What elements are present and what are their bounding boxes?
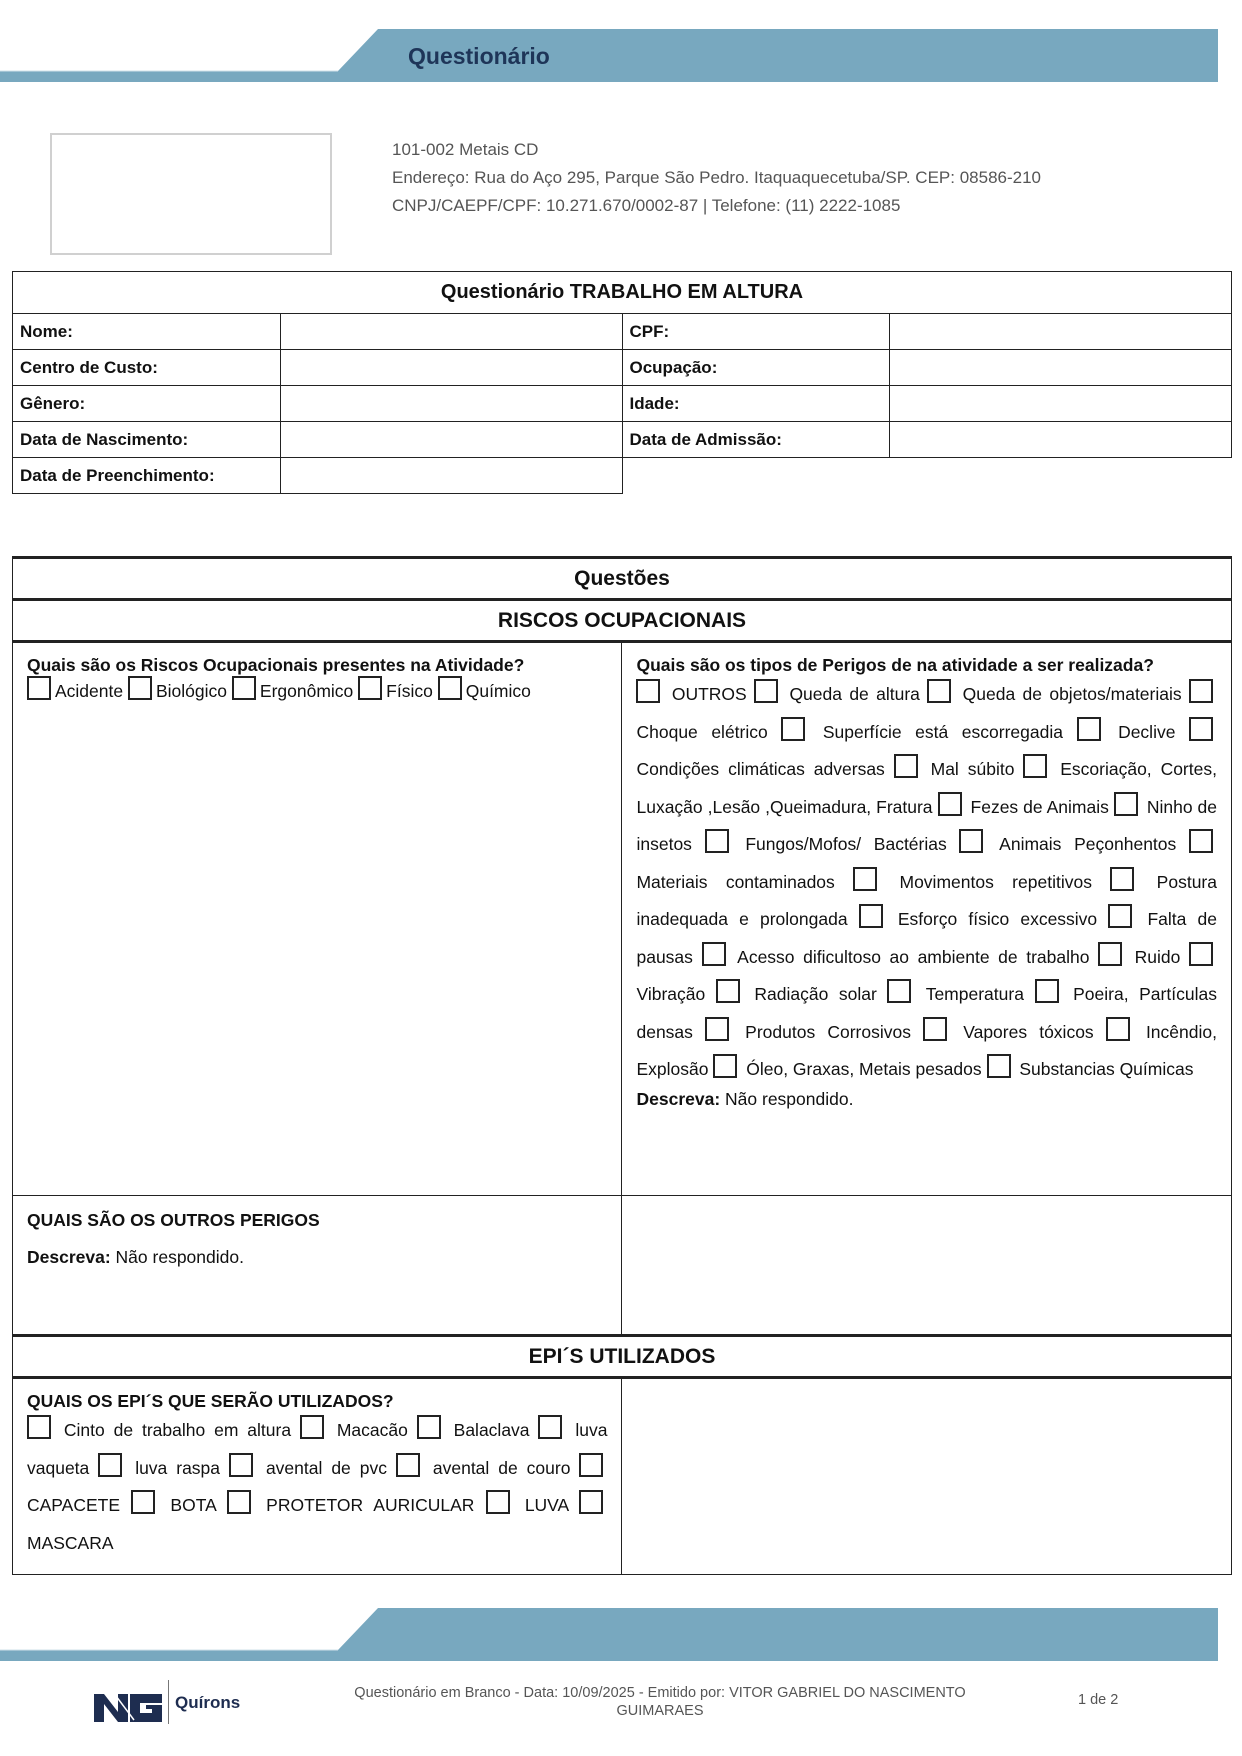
epi-option[interactable] (396, 1458, 571, 1478)
question-perigos (622, 642, 1232, 1196)
option-acidente[interactable]: Acidente (27, 681, 123, 701)
option-label: avental de couro (432, 1457, 571, 1478)
epi-option[interactable] (227, 1495, 474, 1515)
ocupacao-label: Ocupação: (622, 350, 890, 386)
checkbox-icon[interactable] (538, 1415, 562, 1439)
checkbox-icon[interactable] (396, 1453, 420, 1477)
outros-describe-value: Não respondido. (115, 1247, 244, 1267)
option-label: Balaclava (453, 1420, 530, 1440)
checkbox-icon[interactable] (1189, 829, 1213, 853)
option-label: LUVA (524, 1495, 569, 1515)
company-name: 101-002 Metais CD (392, 140, 539, 159)
option-biologico[interactable]: Biológico (128, 681, 227, 701)
checkbox-icon[interactable] (716, 979, 740, 1003)
genero-field[interactable] (280, 386, 622, 422)
idade-label: Idade: (622, 386, 890, 422)
checkbox-icon[interactable] (959, 829, 983, 853)
option-label: Falta de pausas (636, 909, 1217, 967)
question-epis (13, 1378, 622, 1575)
option-label: Postura inadequada e prolongada (636, 871, 1217, 929)
checkbox-icon[interactable] (713, 1054, 737, 1078)
checkbox-icon[interactable] (227, 1490, 251, 1514)
checkbox-icon[interactable] (229, 1453, 253, 1477)
empty-cell (622, 458, 1232, 494)
option-label: Escoriação, Cortes, Luxação ,Lesão ,Queimadura, Fratura (636, 759, 1217, 817)
data-preenchimento-label: Data de Preenchimento: (13, 458, 281, 494)
checkbox-icon[interactable] (923, 1017, 947, 1041)
perigo-option[interactable] (705, 1022, 911, 1042)
epi-option[interactable] (229, 1458, 387, 1478)
outros-describe: Descreva: Não respondido. (27, 1247, 244, 1267)
option-label: luva raspa (135, 1457, 221, 1478)
perigo-option[interactable] (713, 1059, 981, 1079)
data-preenchimento-field[interactable] (280, 458, 622, 494)
company-logo-placeholder (50, 133, 332, 255)
checkbox-icon[interactable] (702, 942, 726, 966)
option-quimico[interactable]: Químico (438, 681, 531, 701)
checkbox-icon[interactable] (1108, 904, 1132, 928)
perigo-option[interactable] (923, 1022, 1094, 1042)
page-number: 1 de 2 (1078, 1692, 1119, 1708)
option-label: BOTA (170, 1495, 216, 1515)
checkbox-icon[interactable] (853, 867, 877, 891)
perigo-option[interactable] (705, 834, 947, 854)
epi-option[interactable] (27, 1420, 291, 1440)
questions-table (12, 556, 1232, 1575)
option-label: OUTROS (671, 684, 747, 704)
section-epis-utilizados: EPI´S UTILIZADOS (13, 1336, 1232, 1378)
info-row (13, 458, 1232, 494)
checkbox-icon[interactable] (754, 679, 778, 703)
option-label: Esforço físico excessivo (897, 909, 1098, 929)
checkbox-icon[interactable] (1098, 942, 1122, 966)
footer-text: Questionário em Branco - Data: 10/09/2025 - Emitido por: VITOR GABRIEL DO NASCIMENTO GUIMARAES (354, 1685, 966, 1719)
checkbox-icon[interactable] (781, 717, 805, 741)
checkbox-icon[interactable] (859, 904, 883, 928)
option-label: Animais Peçonhentos (999, 834, 1177, 854)
option-label: Condições climáticas adversas (636, 759, 885, 779)
company-address: Endereço: Rua do Aço 295, Parque São Pedro. Itaquaquecetuba/SP. CEP: 08586-210 (392, 168, 1041, 187)
perigo-option[interactable] (781, 722, 1063, 742)
company-ids: CNPJ/CAEPF/CPF: 10.271.670/0002-87 | Telefone: (11) 2222-1085 (392, 196, 901, 215)
perigo-option[interactable] (987, 1059, 1194, 1079)
info-row (13, 386, 1232, 422)
perigo-option[interactable] (894, 759, 1015, 779)
perigos-describe-value: Não respondido. (725, 1088, 854, 1109)
checkbox-icon[interactable] (579, 1490, 603, 1514)
option-label: Queda de altura (789, 684, 920, 704)
checkbox-icon[interactable] (131, 1490, 155, 1514)
epi-options (27, 1412, 607, 1562)
footer-logo (94, 1680, 240, 1724)
option-label: Substancias Químicas (1019, 1059, 1194, 1079)
question-title: QUAIS OS EPI´S QUE SERÃO UTILIZADOS? (27, 1391, 394, 1411)
checkbox-icon[interactable] (1106, 1017, 1130, 1041)
epi-option[interactable] (300, 1420, 408, 1440)
idade-field[interactable] (890, 386, 1232, 422)
perigo-option[interactable] (887, 984, 1024, 1004)
checkbox-icon[interactable] (232, 676, 256, 700)
ng-logo-icon (94, 1694, 162, 1722)
option-label: Macacão (336, 1420, 408, 1440)
option-label: luva vaqueta (27, 1420, 608, 1478)
checkbox-icon[interactable] (300, 1415, 324, 1439)
epi-option[interactable] (131, 1495, 216, 1515)
data-nascimento-label: Data de Nascimento: (13, 422, 281, 458)
checkbox-icon[interactable] (987, 1054, 1011, 1078)
form-title: Questionário TRABALHO EM ALTURA (13, 272, 1232, 314)
checkbox-icon[interactable] (486, 1490, 510, 1514)
epi-option[interactable] (417, 1420, 530, 1440)
option-label: avental de pvc (265, 1457, 387, 1478)
section-riscos-ocupacionais: RISCOS OCUPACIONAIS (13, 600, 1232, 642)
option-label: Materiais contaminados (636, 871, 835, 892)
option-label: PROTETOR AURICULAR (266, 1495, 475, 1515)
option-label: Vibração (636, 984, 706, 1004)
header-banner (0, 29, 1218, 85)
option-label: MASCARA (27, 1532, 114, 1553)
checkbox-icon[interactable] (98, 1453, 122, 1477)
genero-label: Gênero: (13, 386, 281, 422)
checkbox-icon[interactable] (1035, 979, 1059, 1003)
option-label: Queda de objetos/materiais (962, 684, 1182, 704)
perigo-option[interactable] (754, 684, 920, 704)
option-label: Poeira, Partículas densas (636, 984, 1217, 1042)
perigo-option[interactable] (853, 872, 1092, 892)
logo-separator (168, 1680, 169, 1724)
nome-label: Nome: (13, 314, 281, 350)
checkbox-icon[interactable] (927, 679, 951, 703)
checkbox-icon[interactable] (705, 1017, 729, 1041)
cpf-field[interactable] (890, 314, 1232, 350)
option-label: Fezes de Animais (970, 796, 1109, 817)
option-label: Ruido (1134, 946, 1181, 967)
empty-cell (622, 1196, 1232, 1336)
checkbox-icon[interactable] (1189, 717, 1213, 741)
perigos-options (636, 676, 1217, 1089)
checkbox-icon[interactable] (128, 676, 152, 700)
empty-cell (622, 1378, 1232, 1575)
checkbox-icon[interactable] (1077, 717, 1101, 741)
perigo-option[interactable] (959, 834, 1176, 854)
checkbox-icon[interactable] (417, 1415, 441, 1439)
perigo-option[interactable] (927, 684, 1181, 704)
question-title: Quais são os tipos de Perigos de na atividade a ser realizada? (636, 655, 1154, 675)
checkbox-icon[interactable] (27, 1415, 51, 1439)
checkbox-icon[interactable] (705, 829, 729, 853)
option-fisico[interactable]: Físico (358, 681, 433, 701)
perigo-option[interactable] (938, 797, 1109, 817)
checkbox-icon[interactable] (27, 676, 51, 700)
question-outros-perigos (13, 1196, 622, 1336)
perigos-describe: Descreva: Não respondido. (636, 1088, 854, 1109)
centro-de-custo-label: Centro de Custo: (13, 350, 281, 386)
company-info (392, 136, 1041, 220)
checkbox-icon[interactable] (1114, 792, 1138, 816)
perigo-option[interactable] (716, 984, 877, 1004)
option-label: Temperatura (925, 984, 1024, 1004)
info-row (13, 350, 1232, 386)
option-label: Choque elétrico (636, 721, 768, 742)
footer-brand: Quírons (175, 1693, 241, 1712)
page-title: Questionário (408, 43, 550, 69)
checkbox-icon[interactable] (1189, 942, 1213, 966)
checkbox-icon[interactable] (579, 1453, 603, 1477)
question-riscos (13, 642, 622, 1196)
option-label: Radiação solar (754, 984, 877, 1004)
checkbox-icon[interactable] (887, 979, 911, 1003)
option-label: Óleo, Graxas, Metais pesados (746, 1059, 982, 1079)
checkbox-icon[interactable] (894, 754, 918, 778)
checkbox-icon[interactable] (938, 792, 962, 816)
checkbox-icon[interactable] (1110, 867, 1134, 891)
epi-option[interactable] (486, 1495, 569, 1515)
question-title: Quais são os Riscos Ocupacionais presentes na Atividade? (27, 655, 525, 675)
perigo-option[interactable] (1077, 722, 1176, 742)
perigo-option[interactable] (859, 909, 1097, 929)
info-row (13, 314, 1232, 350)
option-ergonomico[interactable]: Ergonômico (232, 681, 353, 701)
data-admissao-field[interactable] (890, 422, 1232, 458)
option-label: Acesso dificultoso ao ambiente de trabalho (737, 946, 1090, 967)
option-label: Vapores tóxicos (963, 1021, 1094, 1042)
centro-de-custo-field[interactable] (280, 350, 622, 386)
cpf-label: CPF: (622, 314, 890, 350)
checkbox-icon[interactable] (358, 676, 382, 700)
checkbox-icon[interactable] (636, 679, 660, 703)
riscos-options (27, 676, 607, 706)
option-label: Ninho de insetos (636, 796, 1217, 854)
employee-info-table (12, 271, 1232, 494)
option-label: Cinto de trabalho em altura (63, 1420, 292, 1440)
option-label: Produtos Corrosivos (745, 1021, 911, 1042)
option-label: Fungos/Mofos/ Bactérias (745, 834, 947, 854)
info-row (13, 422, 1232, 458)
option-label: Declive (1118, 721, 1176, 742)
data-admissao-label: Data de Admissão: (622, 422, 890, 458)
footer-banner (0, 1608, 1218, 1662)
nome-field[interactable] (280, 314, 622, 350)
option-label: Incêndio, Explosão (636, 1021, 1217, 1079)
data-nascimento-field[interactable] (280, 422, 622, 458)
option-label: Movimentos repetitivos (899, 871, 1092, 892)
checkbox-icon[interactable] (438, 676, 462, 700)
perigo-option[interactable] (1098, 947, 1180, 967)
checkbox-icon[interactable] (1023, 754, 1047, 778)
option-label: Superfície está escorregadia (822, 721, 1063, 742)
banner-shape (0, 1608, 1218, 1662)
checkbox-icon[interactable] (1189, 679, 1213, 703)
option-label: CAPACETE (27, 1495, 121, 1515)
perigo-option[interactable] (636, 684, 746, 704)
questions-header: Questões (13, 558, 1232, 600)
option-label: Mal súbito (930, 759, 1015, 779)
question-title: QUAIS SÃO OS OUTROS PERIGOS (27, 1210, 320, 1230)
ocupacao-field[interactable] (890, 350, 1232, 386)
epi-option[interactable] (98, 1458, 220, 1478)
banner-shape (0, 29, 1218, 85)
perigo-option[interactable] (702, 947, 1090, 967)
